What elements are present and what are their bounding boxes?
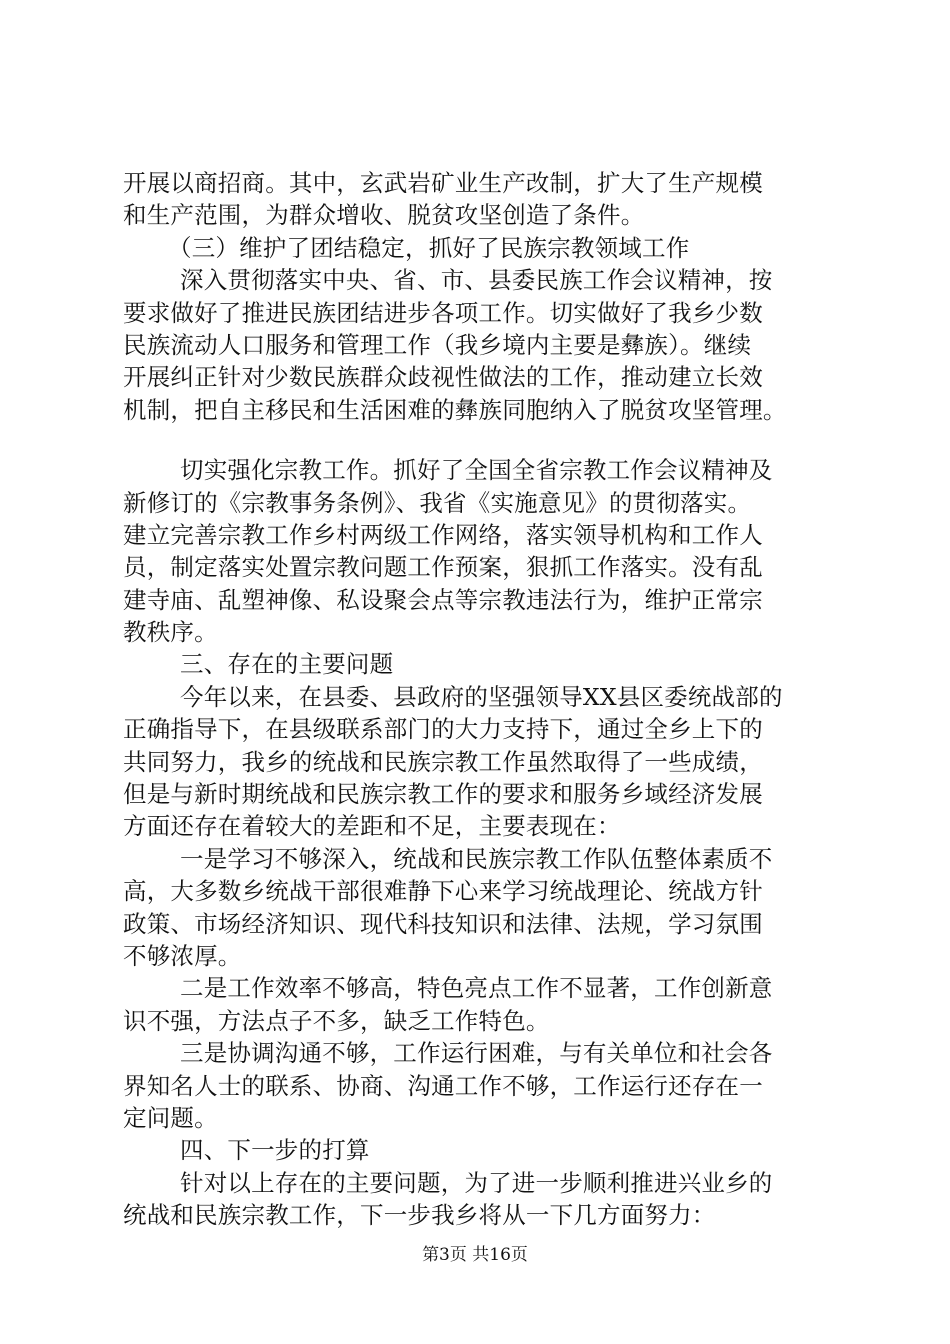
- section-heading: 三、存在的主要问题: [180, 650, 394, 679]
- paragraph-line: 一是学习不够深入，统战和民族宗教工作队伍整体素质不: [180, 844, 773, 873]
- paragraph-line: 切实强化宗教工作。抓好了全国全省宗教工作会议精神及: [180, 456, 773, 485]
- section-heading: 四、下一步的打算: [180, 1136, 370, 1165]
- paragraph-line: 定问题。: [123, 1103, 218, 1132]
- paragraph-line: 界知名人士的联系、协商、沟通工作不够，工作运行还存在一: [123, 1071, 763, 1100]
- paragraph-line: 和生产范围，为群众增收、脱贫攻坚创造了条件。: [123, 201, 645, 230]
- paragraph-line: 三是协调沟通不够，工作运行困难，与有关单位和社会各: [180, 1039, 773, 1068]
- paragraph-line: 政策、市场经济知识、现代科技知识和法律、法规，学习氛围: [123, 909, 763, 938]
- paragraph-line: 今年以来，在县委、县政府的坚强领导XX县区委统战部的: [180, 682, 783, 711]
- paragraph-line: 建寺庙、乱塑神像、私设聚会点等宗教违法行为，维护正常宗: [123, 585, 763, 614]
- section-heading: （三）维护了团结稳定，抓好了民族宗教领域工作: [168, 233, 690, 262]
- paragraph-line: 新修订的《宗教事务条例》、我省《实施意见》的贯彻落实。: [123, 488, 752, 517]
- paragraph-line: 正确指导下，在县级联系部门的大力支持下，通过全乡上下的: [123, 715, 763, 744]
- paragraph-line: 但是与新时期统战和民族宗教工作的要求和服务乡域经济发展: [123, 780, 763, 809]
- page-footer: [0, 1243, 950, 1267]
- paragraph-line: 不够浓厚。: [123, 941, 242, 970]
- paragraph-line: 方面还存在着较大的差距和不足，主要表现在：: [123, 812, 621, 841]
- paragraph-line: 开展以商招商。其中，玄武岩矿业生产改制，扩大了生产规模: [123, 169, 763, 197]
- paragraph-line: 深入贯彻落实中央、省、市、县委民族工作会议精神，按: [180, 266, 773, 295]
- page-number-label: 第3页 共16页: [422, 1245, 528, 1265]
- paragraph-line: 高，大多数乡统战干部很难静下心来学习统战理论、统战方针: [123, 877, 763, 906]
- paragraph-line: 建立完善宗教工作乡村两级工作网络，落实领导机构和工作人: [123, 520, 763, 549]
- paragraph-line: 统战和民族宗教工作，下一步我乡将从一下几方面努力：: [123, 1201, 716, 1230]
- paragraph-line: 要求做好了推进民族团结进步各项工作。切实做好了我乡少数: [123, 298, 763, 327]
- document-body: [123, 167, 838, 1232]
- paragraph-line: 机制，把自主移民和生活困难的彝族同胞纳入了脱贫攻坚管理。: [123, 395, 787, 424]
- paragraph-line: 针对以上存在的主要问题，为了进一步顺利推进兴业乡的: [180, 1168, 773, 1197]
- paragraph-line: 民族流动人口服务和管理工作（我乡境内主要是彝族）。继续: [123, 330, 752, 359]
- paragraph-line: 员，制定落实处置宗教问题工作预案，狠抓工作落实。没有乱: [123, 553, 763, 582]
- paragraph-gap: [123, 426, 838, 454]
- paragraph-line: 共同努力，我乡的统战和民族宗教工作虽然取得了一些成绩，: [123, 747, 763, 776]
- paragraph-line: 二是工作效率不够高，特色亮点工作不显著，工作创新意: [180, 974, 773, 1003]
- paragraph-line: 识不强，方法点子不多，缺乏工作特色。: [123, 1006, 550, 1035]
- paragraph-line: 教秩序。: [123, 618, 218, 647]
- paragraph-line: 开展纠正针对少数民族群众歧视性做法的工作，推动建立长效: [123, 363, 763, 392]
